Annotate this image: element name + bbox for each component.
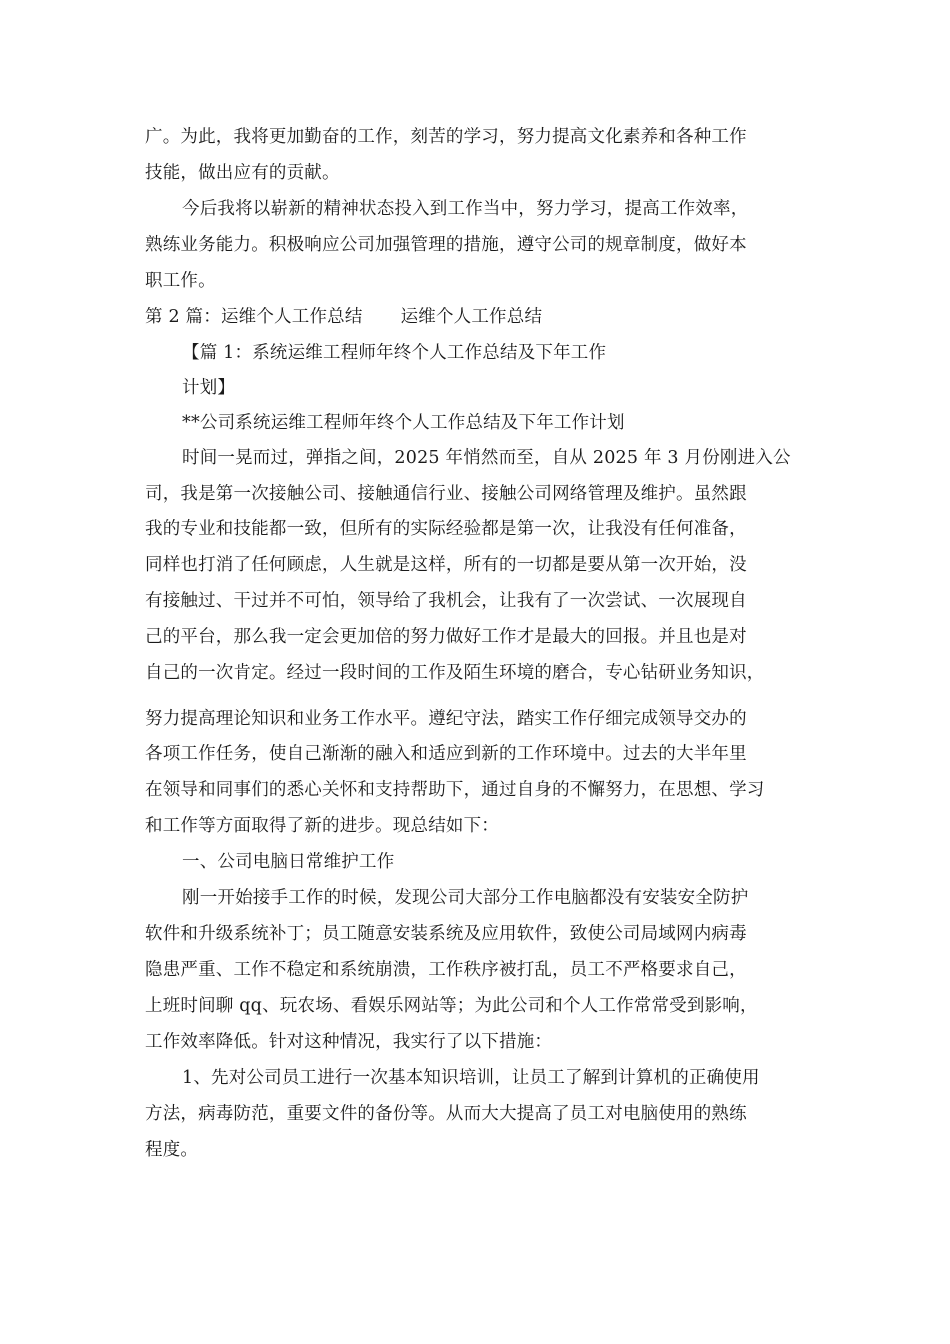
paragraph-line: 己的平台，那么我一定会更加倍的努力做好工作才是最大的回报。并且也是对 [145,627,747,647]
article-title-line: 【篇 1：系统运维工程师年终个人工作总结及下年工作 [182,343,607,363]
paragraph-line: 时间一晃而过，弹指之间，2025 年悄然而至，自从 2025 年 3 月份刚进入公 [182,448,791,468]
paragraph-line: 广。为此，我将更加勤奋的工作，刻苦的学习，努力提高文化素养和各种工作 [145,127,747,147]
list-item-line: 程度。 [145,1140,199,1160]
article-subtitle: **公司系统运维工程师年终个人工作总结及下年工作计划 [182,413,625,433]
paragraph-line: 隐患严重、工作不稳定和系统崩溃，工作秩序被打乱，员工不严格要求自己， [145,960,747,980]
paragraph-line: 技能，做出应有的贡献。 [145,163,340,183]
heading-part-1: 第 2 篇：运维个人工作总结 [145,307,363,327]
heading-part-2: 运维个人工作总结 [400,307,543,327]
paragraph-line: 职工作。 [145,271,216,291]
paragraph-line: 自己的一次肯定。经过一段时间的工作及陌生环境的磨合，专心钻研业务知识， [145,663,765,683]
list-item-line: 方法，病毒防范，重要文件的备份等。从而大大提高了员工对电脑使用的熟练 [145,1104,747,1124]
paragraph-line: 今后我将以崭新的精神状态投入到工作当中，努力学习，提高工作效率， [182,199,749,219]
paragraph-line: 工作效率降低。针对这种情况，我实行了以下措施： [145,1032,553,1052]
paragraph-line: 和工作等方面取得了新的进步。现总结如下： [145,816,499,836]
section-heading [145,306,542,328]
paragraph-line: 我的专业和技能都一致，但所有的实际经验都是第一次，让我没有任何准备， [145,519,747,539]
paragraph-line: 各项工作任务，使自己渐渐的融入和适应到新的工作环境中。过去的大半年里 [145,744,747,764]
paragraph-line: 刚一开始接手工作的时候，发现公司大部分工作电脑都没有安装安全防护 [182,888,749,908]
paragraph-line: 司，我是第一次接触公司、接触通信行业、接触公司网络管理及维护。虽然跟 [145,484,747,504]
paragraph-line: 有接触过、干过并不可怕，领导给了我机会，让我有了一次尝试、一次展现自 [145,591,747,611]
paragraph-line: 努力提高理论知识和业务工作水平。遵纪守法，踏实工作仔细完成领导交办的 [145,709,747,729]
subsection-heading: 一、公司电脑日常维护工作 [182,852,395,872]
paragraph-line: 熟练业务能力。积极响应公司加强管理的措施，遵守公司的规章制度，做好本 [145,235,747,255]
paragraph-line: 在领导和同事们的悉心关怀和支持帮助下，通过自身的不懈努力，在思想、学习 [145,780,765,800]
article-title-line: 计划】 [182,378,236,398]
list-item-line: 1、先对公司员工进行一次基本知识培训，让员工了解到计算机的正确使用 [182,1068,760,1088]
paragraph-line: 上班时间聊 qq、玩农场、看娱乐网站等；为此公司和个人工作常常受到影响， [145,996,758,1016]
paragraph-line: 软件和升级系统补丁；员工随意安装系统及应用软件，致使公司局域网内病毒 [145,924,747,944]
paragraph-line: 同样也打消了任何顾虑，人生就是这样，所有的一切都是要从第一次开始，没 [145,555,747,575]
